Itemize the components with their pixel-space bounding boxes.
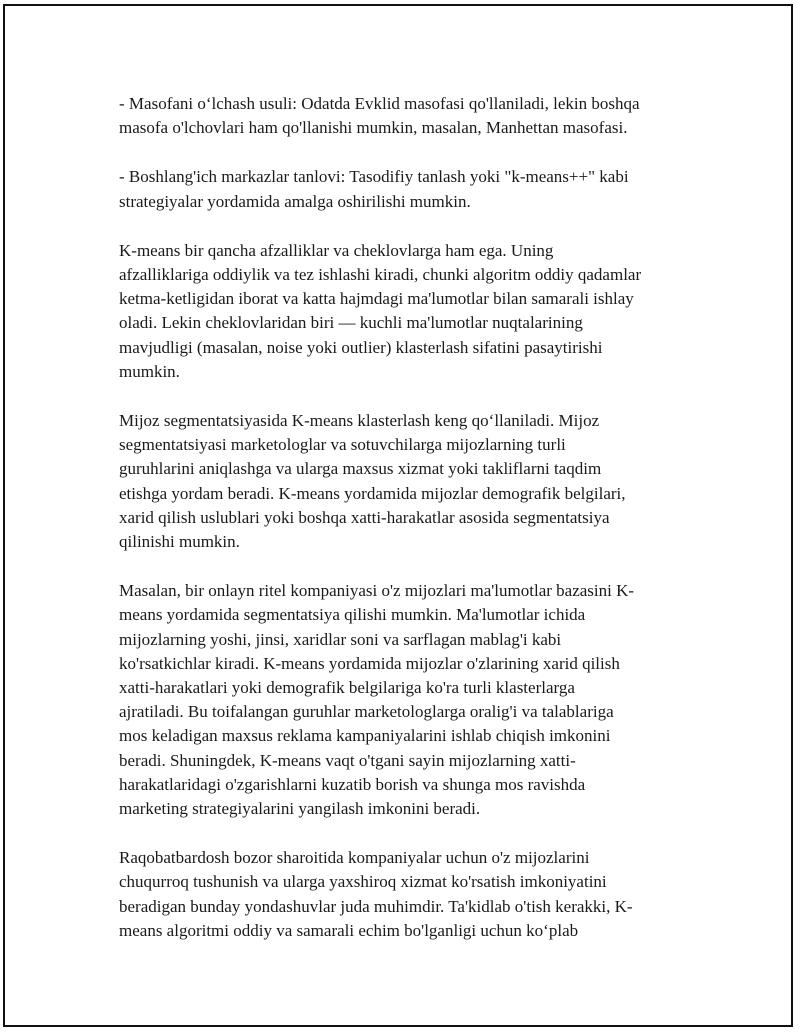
text-line: mos keladigan maxsus reklama kampaniyalarini ishlab chiqish imkonini [119, 726, 611, 746]
text-line: mumkin. [119, 361, 180, 381]
text-line: harakatlaridagi o'zgarishlarni kuzatib borish va shunga mos ravishda [119, 774, 586, 794]
text-line: strategiyalar yordamida amalga oshirilishi mumkin. [119, 191, 471, 211]
text-line: mavjudligi (masalan, noise yoki outlier) klasterlash sifatini pasaytirishi [119, 337, 603, 357]
text-line: ketma-ketligidan iborat va katta hajmdagi ma'lumotlar bilan samarali ishlay [119, 289, 634, 309]
paragraph-initial-centroids [119, 165, 691, 213]
paragraph-retail-example [119, 579, 691, 821]
text-line: marketing strategiyalarini yangilash imkonini beradi. [119, 799, 481, 819]
text-line: guruhlarini aniqlashga va ularga maxsus xizmat yoki takliflarni taqdim [119, 459, 602, 479]
text-line: beradigan bunday yondashuvlar juda muhimdir. Ta'kidlab o'tish kerakki, K- [119, 896, 633, 916]
document-body [119, 92, 691, 968]
text-line: ko'rsatkichlar kiradi. K-means yordamida mijozlar o'zlarining xarid qilish [119, 653, 620, 673]
text-line: segmentatsiyasi marketologlar va sotuvchilarga mijozlarning turli [119, 435, 566, 455]
text-line: - Boshlang'ich markazlar tanlovi: Tasodifiy tanlash yoki "k-means++" kabi [119, 167, 629, 187]
text-line: - Masofani o‘lchash usuli: Odatda Evklid masofasi qo'llaniladi, lekin boshqa [119, 94, 640, 113]
text-line: means algoritmi oddiy va samarali echim bo'lganligi uchun ko‘plab [119, 920, 579, 940]
text-line: K-means bir qancha afzalliklar va cheklovlarga ham ega. Uning [119, 240, 554, 260]
paragraph-pros-cons [119, 239, 691, 384]
text-line: masofa o'lchovlari ham qo'llanishi mumkin, masalan, Manhettan masofasi. [119, 118, 628, 138]
text-line: ajratiladi. Bu toifalangan guruhlar marketologlarga oralig'i va talablariga [119, 702, 614, 722]
text-line: chuqurroq tushunish va ularga yaxshiroq xizmat ko'rsatish imkoniyatini [119, 872, 607, 892]
text-line: afzalliklariga oddiylik va tez ishlashi kiradi, chunki algoritm oddiy qadamlar [119, 265, 642, 285]
paragraph-distance-metric [119, 92, 691, 140]
paragraph-conclusion [119, 846, 691, 943]
text-line: qilinishi mumkin. [119, 532, 240, 552]
text-line: Masalan, bir onlayn ritel kompaniyasi o'z mijozlari ma'lumotlar bazasini K- [119, 581, 635, 601]
text-line: xatti-harakatlari yoki demografik belgilariga ko'ra turli klasterlarga [119, 678, 575, 698]
text-line: xarid qilish uslublari yoki boshqa xatti-harakatlar asosida segmentatsiya [119, 507, 610, 527]
text-line: oladi. Lekin cheklovlaridan biri — kuchli ma'lumotlar nuqtalarining [119, 313, 583, 333]
text-line: Raqobatbardosh bozor sharoitida kompaniyalar uchun o'z mijozlarini [119, 848, 590, 868]
text-line: mijozlarning yoshi, jinsi, xaridlar soni va sarflagan mablag'i kabi [119, 629, 562, 649]
text-line: Mijoz segmentatsiyasida K-means klasterlash keng qo‘llaniladi. Mijoz [119, 411, 600, 431]
text-line: beradi. Shuningdek, K-means vaqt o'tgani sayin mijozlarning xatti- [119, 750, 576, 770]
text-line: etishga yordam beradi. K-means yordamida mijozlar demografik belgilari, [119, 483, 626, 503]
paragraph-customer-segmentation [119, 409, 691, 554]
text-line: means yordamida segmentatsiya qilishi mumkin. Ma'lumotlar ichida [119, 605, 586, 625]
